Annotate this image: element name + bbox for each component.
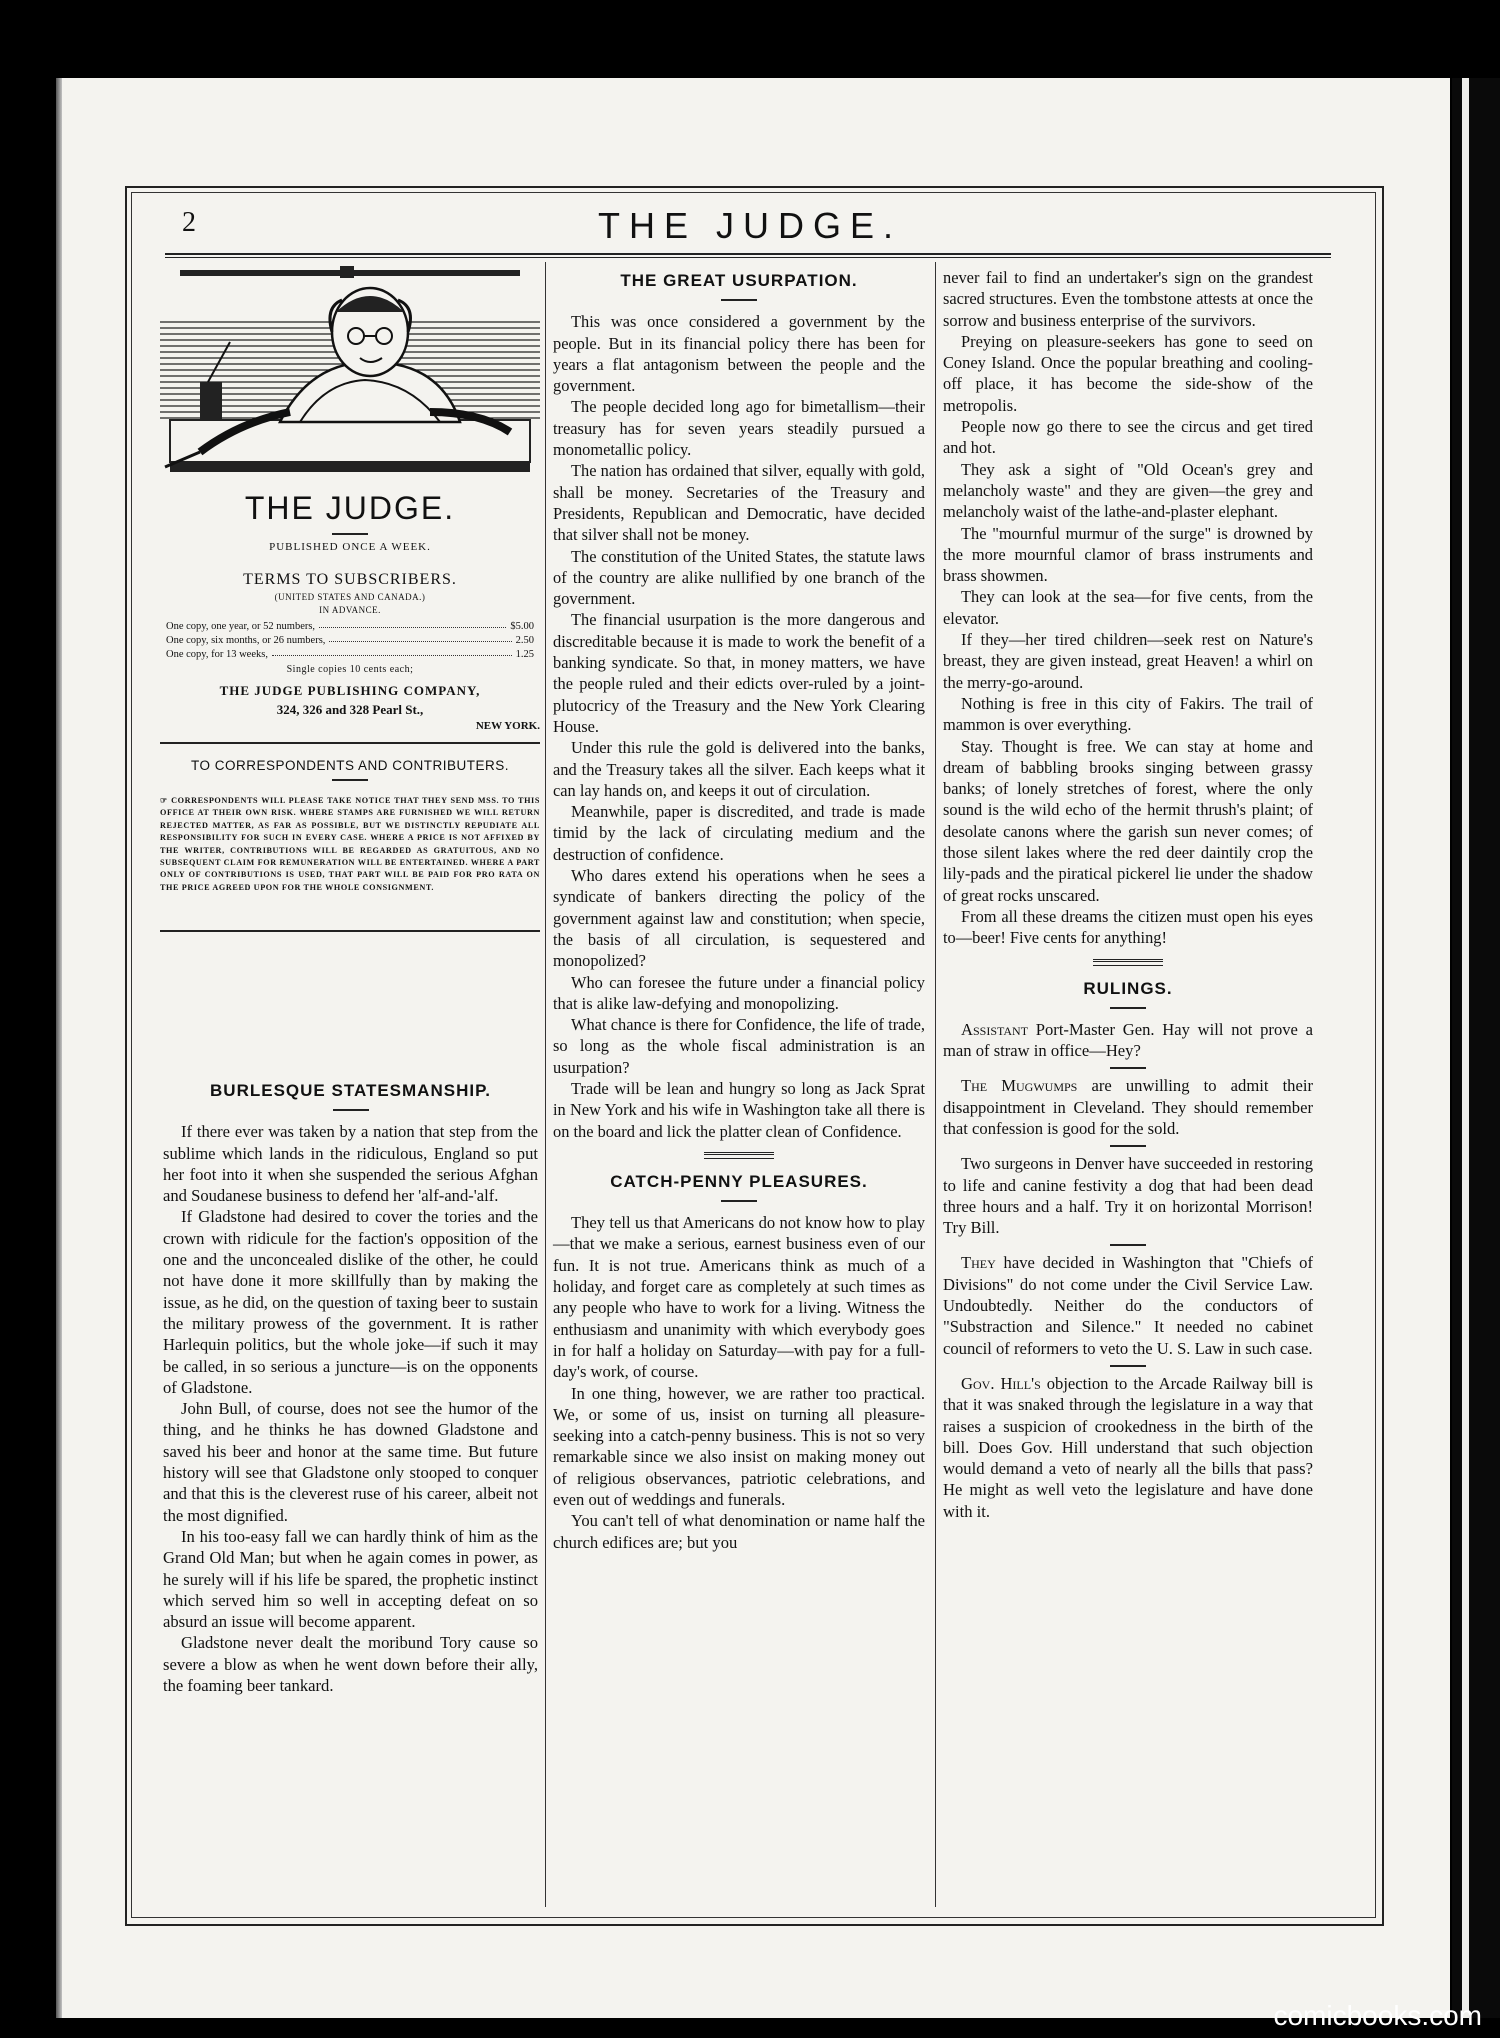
- article-heading: THE GREAT USURPATION.: [620, 271, 858, 290]
- paragraph: The "mournful murmur of the surge" is drowned by the more mournful clamor of brass instruments and brass showmen.: [943, 523, 1313, 586]
- paragraph: They ask a sight of "Old Ocean's grey and melancholy waste" and they are given—the grey and melancholy waist of the lathe-and-plaster elephant.: [943, 459, 1313, 522]
- paragraph: The people decided long ago for bimetallism—their treasury has for seven years steadily pursued a monometallic policy.: [553, 397, 925, 460]
- heading-dash: [721, 299, 757, 301]
- correspondents-dash: [332, 779, 368, 781]
- article-heading: RULINGS.: [1083, 978, 1173, 998]
- paragraph: People now go there to see the circus and get tired and hot.: [943, 417, 1313, 458]
- rate-row: One copy, one year, or 52 numbers, $5.00: [166, 621, 534, 632]
- paragraph: You can't tell of what denomination or name half the church edifices are; but you: [553, 1511, 925, 1552]
- ruling-lead: Assistant: [961, 1019, 1029, 1039]
- heading-dash: [721, 1200, 757, 1202]
- paragraph: Under this rule the gold is delivered into the banks, and the Treasury takes all the silver. Each keeps what it can lay hands on, and keeps it out of circulation.: [553, 738, 925, 800]
- paragraph: This was once considered a government by the people. But in its financial policy there has been for years a flat antagonism between the people and the government.: [553, 312, 925, 396]
- rate-row: One copy, for 13 weeks, 1.25: [166, 649, 534, 660]
- site-watermark: comicbooks.com: [1273, 2000, 1482, 2031]
- ruling-text: Port-Master Gen. Hay will not prove a man of straw in office—Hey?: [943, 1019, 1313, 1061]
- ruling-separator: [1110, 1244, 1146, 1246]
- ruling-separator: [1110, 1365, 1146, 1367]
- header-rule-thin: [165, 257, 1331, 258]
- correspondents-heading: TO CORRESPONDENTS AND CONTRIBUTERS.: [190, 758, 510, 773]
- ruling-lead: The Mugwumps: [961, 1076, 1078, 1096]
- paragraph: They tell us that Americans do not know how to play—that we make a serious, earnest business even of our fun. It is not true. Americans think as much of a holiday, and forget care as completely at such times as any people who have to work for a living. Witness the enthusiasm and unanimity with which everybody goes in for half a holiday on Saturday—with pay for a full-day's work, of course.: [553, 1213, 925, 1382]
- ruling-separator: [1110, 1145, 1146, 1147]
- heading-dash: [1110, 1007, 1146, 1009]
- terms-region: (UNITED STATES AND CANADA.): [274, 592, 426, 602]
- ruling-text: have decided in Washington that "Chiefs of Divisions" do not come under the Civil Service Law. Undoubtedly. Neither do the conductors of "Substraction and Silence." It needed no cabinet council of reformers to veto the U. S. Law in such case.: [943, 1253, 1313, 1358]
- section-double-rule: [1093, 959, 1163, 966]
- article-heading: CATCH-PENNY PLEASURES.: [610, 1171, 868, 1191]
- masthead: [160, 262, 540, 932]
- paragraph: If they—her tired children—seek rest on Nature's breast, they are given instead, great Heaven! a whirl on the merry-go-around.: [943, 630, 1313, 692]
- ruling-item: [943, 1153, 1313, 1238]
- ruling-text: objection to the Arcade Railway bill is that it was snaked through the legislature in a way that raises a suspicion of crookedness in the birth of the bill. Does Gov. Hill understand that such objection would demand a veto of nearly all the bills that pass? He might as well veto the legislature and have done with it.: [943, 1373, 1313, 1521]
- article-catchpenny-continued: [943, 267, 1313, 949]
- publisher-address: 324, 326 and 328 Pearl St.,: [276, 702, 424, 717]
- paragraph: The nation has ordained that silver, equally with gold, shall be money. Secretaries of the Treasury and Presidents, Republican and Democratic, have decided that silver shall not be money.: [553, 461, 925, 545]
- paragraph: Gladstone never dealt the moribund Tory cause so severe a blow as when he went down before their ally, the foaming beer tankard.: [163, 1633, 538, 1696]
- paragraph: From all these dreams the citizen must open his eyes to—beer! Five cents for anything!: [943, 906, 1313, 948]
- ruling-lead: They: [961, 1253, 996, 1273]
- single-copies: Single copies 10 cents each;: [286, 664, 414, 675]
- column-3: [943, 267, 1313, 1522]
- article-heading: BURLESQUE STATESMANSHIP.: [210, 1081, 491, 1100]
- section-double-rule: [704, 1152, 774, 1159]
- paragraph: Meanwhile, paper is discredited, and trade is made timid by the lack of circulating medium and the destruction of confidence.: [553, 802, 925, 864]
- article-usurpation: [553, 311, 925, 1142]
- paragraph: Who can foresee the future under a financial policy that is alike law-defying and monopolizing.: [553, 972, 925, 1013]
- ruling-text: are unwilling to admit their disappointment in Cleveland. They should remember that confession is good for the sold.: [943, 1076, 1313, 1138]
- article-burlesque: [163, 1080, 538, 1696]
- header-rule: [165, 253, 1331, 255]
- column-2: [553, 270, 925, 1553]
- ruling-item: [943, 1075, 1313, 1139]
- paragraph: In one thing, however, we are rather too practical. We, or some of us, insist on turning all pleasure-seeking into a catch-penny business. This is not so very remarkable since we also insist on making money out of religious observances, patriotic celebrations, and even out of weddings and funerals.: [553, 1383, 925, 1510]
- ruling-text: Two surgeons in Denver have succeeded in restoring to life and canine festivity a dog that had been dead three hours and a half. Try it on horizontal Morrison! Try Bill.: [943, 1154, 1313, 1238]
- page-number: 2: [182, 207, 196, 238]
- paragraph: The financial usurpation is the more dangerous and discreditable because it is made to work the benefit of a banking syndicate. So that, in money matters, we have the people ruled and their edicts over-ruled by a joint-plutocricy of the Treasury and the New York Clearing House.: [553, 610, 925, 736]
- paragraph: Nothing is free in this city of Fakirs. The trail of mammon is over everything.: [943, 693, 1313, 735]
- correspondents-rule: [160, 930, 540, 932]
- masthead-frequency: PUBLISHED ONCE A WEEK.: [269, 541, 431, 553]
- masthead-title: THE JUDGE.: [244, 490, 456, 526]
- paragraph: never fail to find an undertaker's sign on the grandest sacred structures. Even the tombstone attests at once the sorrow and business enterprise of the survivors.: [943, 268, 1313, 330]
- correspondents-notice: ☞ CORRESPONDENTS WILL PLEASE TAKE NOTICE THAT THEY SEND MSS. TO THIS OFFICE AT THEIR OWN RISK. WHERE STAMPS ARE FURNISHED WE WILL RETURN REJECTED MATTER, AS FAR AS POSSIBLE, BUT WE DISTINCTLY REPUDIATE ALL RESPONSIBILITY FOR SUCH IN EVERY CASE. WHERE A PRICE IS NOT AFFIXED BY THE WRITER, CONTRIBUTIONS WILL BE REGARDED AS GRATUITOUS, AND NO SUBSEQUENT CLAIM FOR REMUNERATION WILL BE ENTERTAINED. WHERE A PART ONLY OF CONTRIBUTIONS IS USED, THAT PART WILL BE PAID FOR PRO RATA ON THE PRICE AGREED UPON FOR THE WHOLE CONSIGNMENT.: [160, 796, 540, 892]
- masthead-rule: [160, 742, 540, 744]
- paragraph: If there ever was taken by a nation that step from the sublime which lands in the ridiculous, England so put her foot into it when she suspended the serious Afghan and Soudanese business to defend her 'alf-and-'alf.: [163, 1122, 538, 1206]
- paragraph: John Bull, of course, does not see the humor of the thing, and he thinks he has downed Gladstone and saved his beer and honor at the same time. But future history will see that Gladstone only stooped to conquer and that this is the cleverest ruse of his career, albeit not the most dignified.: [163, 1399, 538, 1525]
- column-rule-2: [935, 262, 936, 1907]
- rate-row: One copy, six months, or 26 numbers, 2.50: [166, 635, 534, 646]
- paragraph: In his too-easy fall we can hardly think of him as the Grand Old Man; but when he again comes in power, as he surely will if his life be spared, the prophetic instinct which served him so well in accepting defeat on so absurd an issue will become apparent.: [163, 1526, 538, 1632]
- paragraph: Trade will be lean and hungry so long as Jack Sprat in New York and his wife in Washington take all there is on the board and lick the platter clean of Confidence.: [553, 1078, 925, 1141]
- column-rule-1: [545, 262, 546, 1907]
- running-title: THE JUDGE.: [597, 205, 902, 246]
- publisher-name: THE JUDGE PUBLISHING COMPANY,: [219, 683, 481, 698]
- paragraph: Stay. Thought is free. We can stay at home and dream of babbling brooks singing between grassy banks; of lonely stretches of forest, where the only sound is the wild echo of the hermit thrush's plaint; of desolate canons where the garish sun never comes; of those silent lakes where the red deer daintily crop the lily-pads and the piratical pickerel lie under the shadow of great rocks unscared.: [943, 736, 1313, 905]
- paragraph: The constitution of the United States, the statute laws of the country are alike nullified by one branch of the government.: [553, 546, 925, 609]
- next-page-edge: [1452, 78, 1500, 2018]
- masthead-dash: [332, 533, 368, 535]
- ruling-item: [943, 1019, 1313, 1062]
- publisher-city: NEW YORK.: [475, 720, 540, 732]
- ruling-item: [943, 1252, 1313, 1358]
- rate-list: [166, 621, 534, 660]
- terms-advance: IN ADVANCE.: [319, 605, 381, 615]
- paragraph: If Gladstone had desired to cover the tories and the crown with ridicule for the faction's opposition of the one and the unconcealed dislike of the other, he could not have done it more skillfully than by making the issue, as he did, on the question of taxing beer to sustain the military prowess of the government. It is rather Harlequin politics, but the whole joke—if such it may be called, in so serious a juncture—is on the opponents of Gladstone.: [163, 1207, 538, 1397]
- terms-heading: TERMS TO SUBSCRIBERS.: [243, 571, 457, 588]
- heading-dash: [333, 1109, 369, 1111]
- paragraph: They can look at the sea—for five cents, from the elevator.: [943, 587, 1313, 628]
- ruling-separator: [1110, 1067, 1146, 1069]
- paragraph: What chance is there for Confidence, the life of trade, so long as the whole fiscal administration is an usurpation?: [553, 1015, 925, 1077]
- judge-caricature-icon: [160, 262, 540, 476]
- paragraph: Preying on pleasure-seekers has gone to seed on Coney Island. Once the popular breathing and cooling-off place, it has become the side-show of the metropolis.: [943, 331, 1313, 415]
- ruling-lead: Gov. Hill's: [961, 1373, 1041, 1393]
- paragraph: Who dares extend his operations when he sees a syndicate of bankers directing the policy of the government against law and constitution; when specie, the basis of all circulation, is sequestered and monopolized?: [553, 866, 925, 971]
- ruling-item: [943, 1373, 1313, 1522]
